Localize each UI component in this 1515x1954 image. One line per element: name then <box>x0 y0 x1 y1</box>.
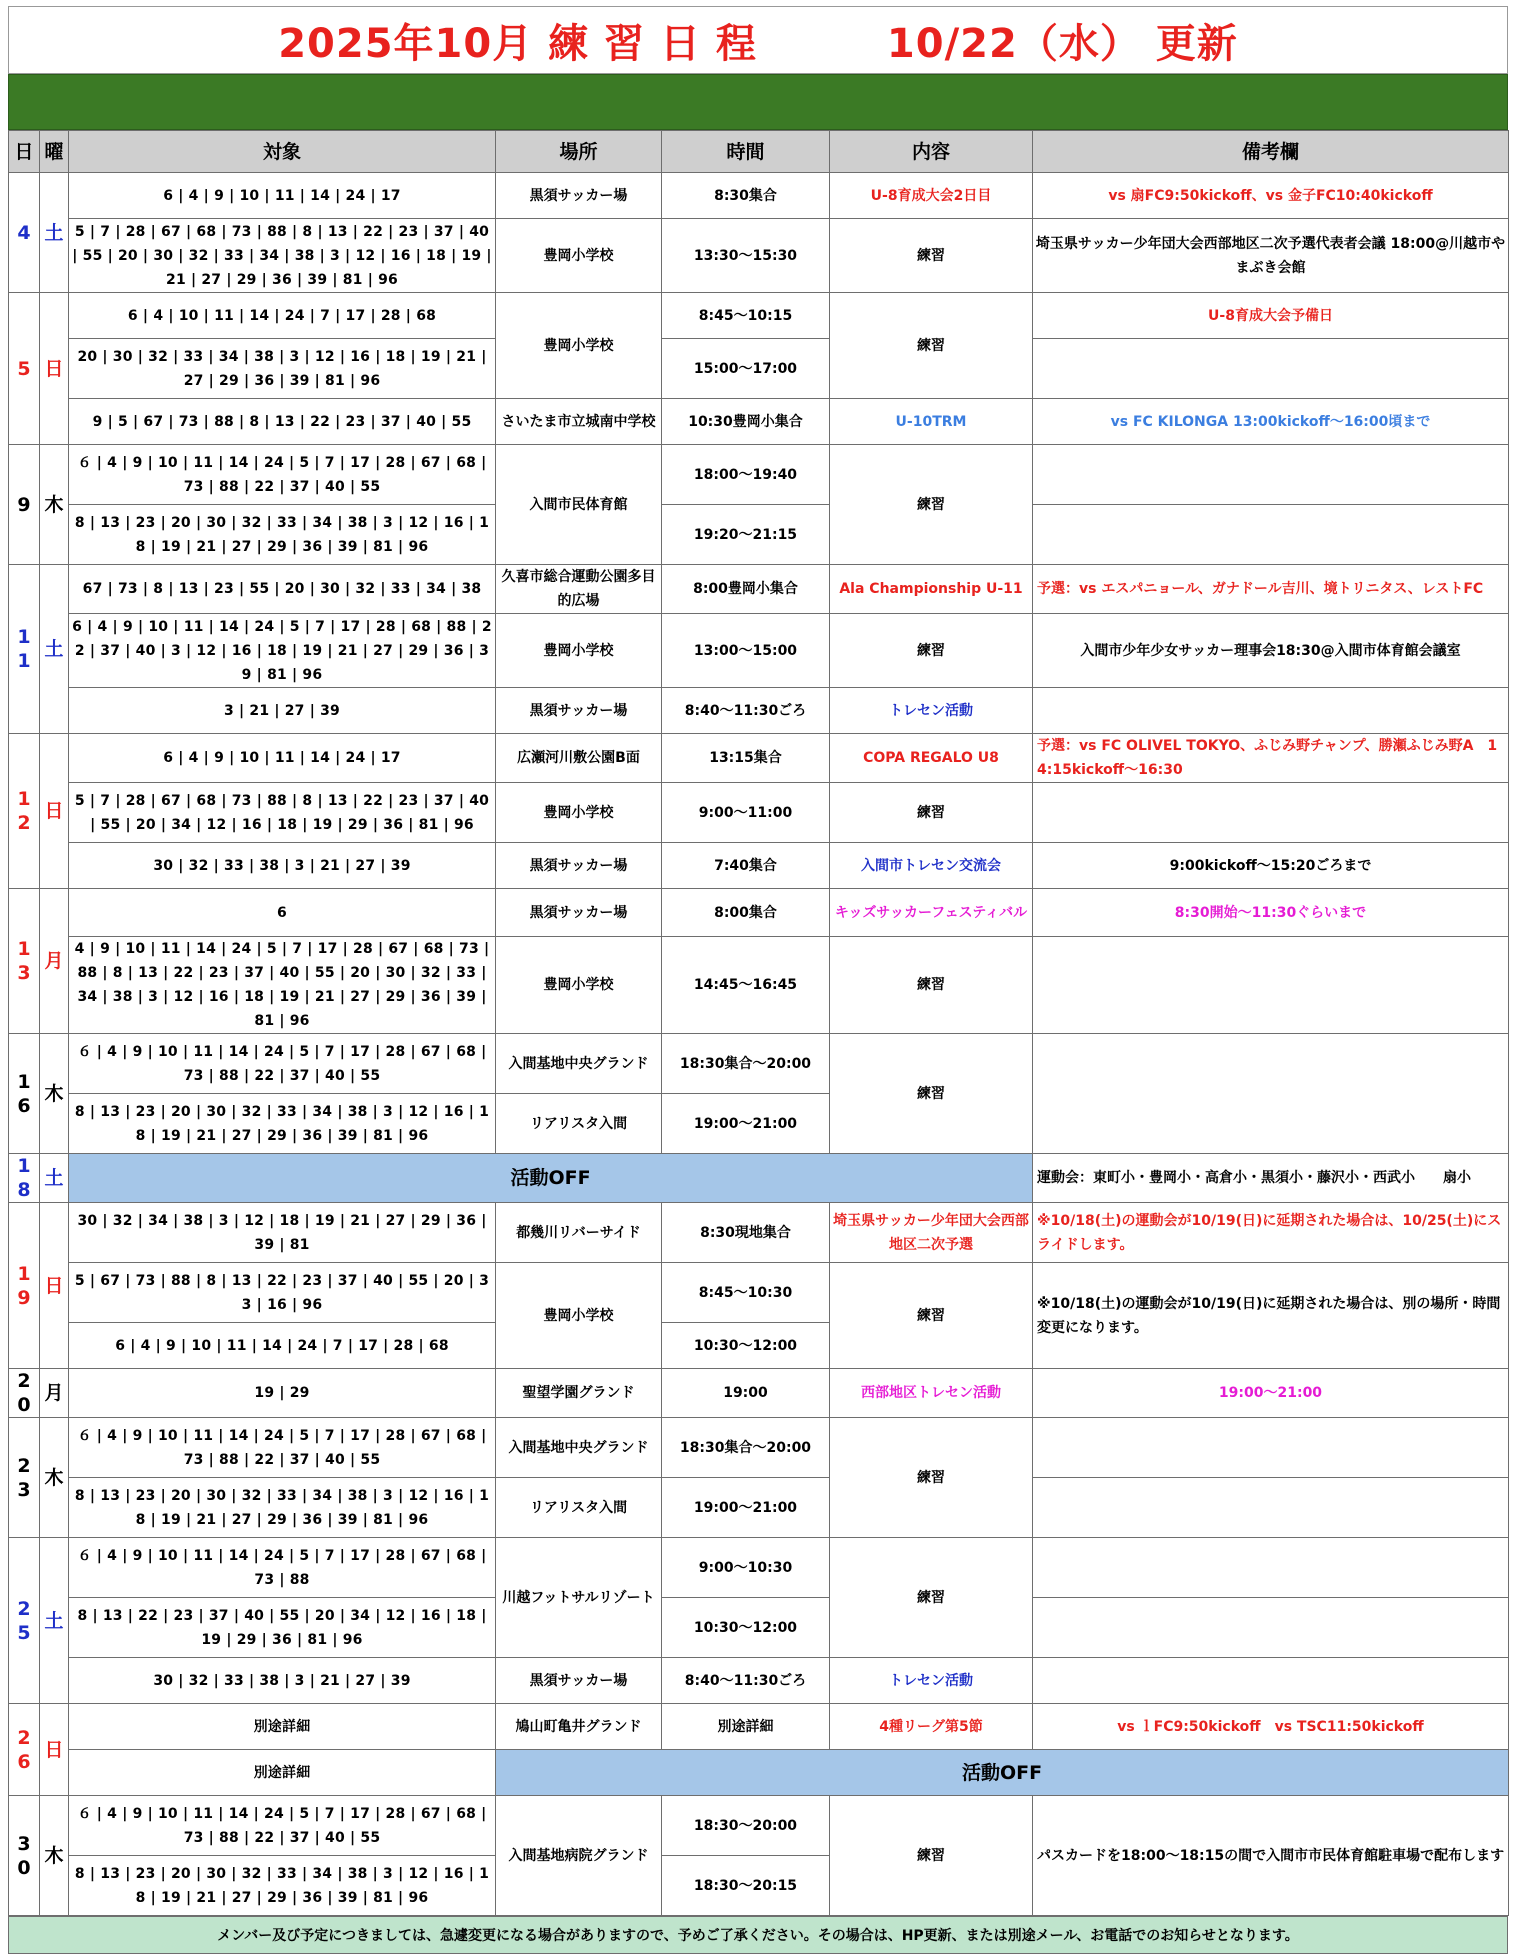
title-box <box>8 6 1508 74</box>
table-row <box>9 1796 1509 1856</box>
time-cell: 13:15集合 <box>662 734 830 783</box>
content-cell: 練習 <box>830 1796 1033 1916</box>
target-cell: 8 | 13 | 23 | 20 | 30 | 32 | 33 | 34 | 38 | 3 | 12 | 16 | 18 | 19 | 21 | 27 | 29 | 36 | 39 | 81 | 96 <box>69 1478 496 1538</box>
table-row <box>9 505 1509 565</box>
time-cell: 10:30〜12:00 <box>662 1323 830 1369</box>
day-cell: 9 <box>9 445 40 565</box>
content-cell: Ala Championship U-11 <box>830 565 1033 614</box>
dow-cell: 月 <box>40 1369 69 1418</box>
col-time: 時間 <box>662 131 830 173</box>
note-cell <box>1033 937 1509 1034</box>
col-note: 備考欄 <box>1033 131 1509 173</box>
content-cell: 練習 <box>830 937 1033 1034</box>
day-cell: 19 <box>9 1203 40 1369</box>
target-cell: 30 | 32 | 33 | 38 | 3 | 21 | 27 | 39 <box>69 1658 496 1704</box>
place-cell: 黒須サッカー場 <box>496 889 662 937</box>
place-cell: 豊岡小学校 <box>496 783 662 843</box>
target-cell: 6 | 4 | 9 | 10 | 11 | 14 | 24 | 7 | 17 | 28 | 68 <box>69 1323 496 1369</box>
target-cell: 6 | 4 | 9 | 10 | 11 | 14 | 24 | 5 | 7 | 17 | 28 | 68 | 88 | 22 | 37 | 40 | 3 | 12 | 16 | 18 | 19 | 21 | 27 | 29 | 36 | 39 | 81 | 96 <box>69 614 496 688</box>
day-cell: 23 <box>9 1418 40 1538</box>
note-cell: 予選：vs エスパニョール、ガナドール吉川、境トリニタス、レストFC <box>1033 565 1509 614</box>
day-cell: 12 <box>9 734 40 889</box>
content-cell: 練習 <box>830 293 1033 399</box>
col-place: 場所 <box>496 131 662 173</box>
table-row <box>9 783 1509 843</box>
day-cell: 4 <box>9 173 40 293</box>
place-cell: 入間基地中央グランド <box>496 1034 662 1094</box>
target-cell: ６ | 4 | 9 | 10 | 11 | 14 | 24 | 5 | 7 | 17 | 28 | 67 | 68 | 73 | 88 <box>69 1538 496 1598</box>
note-cell <box>1033 688 1509 734</box>
dow-cell: 木 <box>40 1796 69 1916</box>
table-row <box>9 1369 1509 1418</box>
content-cell: 埼玉県サッカー少年団大会西部地区二次予選 <box>830 1203 1033 1263</box>
time-cell: 19:00〜21:00 <box>662 1094 830 1154</box>
col-day: 日 <box>9 131 40 173</box>
place-cell: 都幾川リバーサイド <box>496 1203 662 1263</box>
place-cell: 豊岡小学校 <box>496 1263 662 1369</box>
note-cell <box>1033 1418 1509 1478</box>
target-cell: ６ | 4 | 9 | 10 | 11 | 14 | 24 | 5 | 7 | 17 | 28 | 67 | 68 | 73 | 88 | 22 | 37 | 40 | 55 <box>69 1796 496 1856</box>
dow-cell: 土 <box>40 1154 69 1203</box>
note-cell <box>1033 1478 1509 1538</box>
time-cell: 19:00〜21:00 <box>662 1478 830 1538</box>
content-cell: U-8育成大会2日目 <box>830 173 1033 219</box>
target-cell: 5 | 67 | 73 | 88 | 8 | 13 | 22 | 23 | 37 | 40 | 55 | 20 | 33 | 16 | 96 <box>69 1263 496 1323</box>
time-cell: 8:45〜10:15 <box>662 293 830 339</box>
table-row <box>9 1538 1509 1598</box>
note-cell: 8:30開始〜11:30ぐらいまで <box>1033 889 1509 937</box>
place-cell: 黒須サッカー場 <box>496 843 662 889</box>
day-cell: 11 <box>9 565 40 734</box>
place-cell: 川越フットサルリゾート <box>496 1538 662 1658</box>
table-row <box>9 399 1509 445</box>
note-cell: vs 扇FC9:50kickoff、vs 金子FC10:40kickoff <box>1033 173 1509 219</box>
target-cell: 4 | 9 | 10 | 11 | 14 | 24 | 5 | 7 | 17 | 28 | 67 | 68 | 73 | 88 | 8 | 13 | 22 | 23 | 37 | 40 | 55 | 20 | 30 | 32 | 33 | 34 | 38 | 3 | 12 | 16 | 18 | 19 | 21 | 27 | 29 | 36 | 39 | 81 | 96 <box>69 937 496 1034</box>
table-row <box>9 1203 1509 1263</box>
updated-date: 10/22（水） 更新 <box>886 20 1238 67</box>
table-row <box>9 734 1509 783</box>
dow-cell: 日 <box>40 293 69 445</box>
content-cell: U-10TRM <box>830 399 1033 445</box>
time-cell: 8:30集合 <box>662 173 830 219</box>
target-cell: 5 | 7 | 28 | 67 | 68 | 73 | 88 | 8 | 13 | 22 | 23 | 37 | 40 | 55 | 20 | 30 | 32 | 33 | 34 | 38 | 3 | 12 | 16 | 18 | 19 | 21 | 27 | 29 | 36 | 39 | 81 | 96 <box>69 219 496 293</box>
dow-cell: 月 <box>40 889 69 1034</box>
time-cell: 19:20〜21:15 <box>662 505 830 565</box>
col-content: 内容 <box>830 131 1033 173</box>
time-cell: 10:30〜12:00 <box>662 1598 830 1658</box>
dow-cell: 木 <box>40 445 69 565</box>
content-cell: 西部地区トレセン活動 <box>830 1369 1033 1418</box>
target-cell: 19 | 29 <box>69 1369 496 1418</box>
dow-cell: 日 <box>40 1203 69 1369</box>
time-cell: 8:00豊岡小集合 <box>662 565 830 614</box>
target-cell: ６ | 4 | 9 | 10 | 11 | 14 | 24 | 5 | 7 | 17 | 28 | 67 | 68 | 73 | 88 | 22 | 37 | 40 | 55 <box>69 1418 496 1478</box>
target-cell: 8 | 13 | 23 | 20 | 30 | 32 | 33 | 34 | 38 | 3 | 12 | 16 | 18 | 19 | 21 | 27 | 29 | 36 | 39 | 81 | 96 <box>69 1094 496 1154</box>
time-cell: 8:45〜10:30 <box>662 1263 830 1323</box>
place-cell: リアリスタ入間 <box>496 1094 662 1154</box>
place-cell: 入間基地中央グランド <box>496 1418 662 1478</box>
table-row <box>9 1263 1509 1323</box>
time-cell: 13:30〜15:30 <box>662 219 830 293</box>
place-cell: 入間基地病院グランド <box>496 1796 662 1916</box>
table-row <box>9 293 1509 339</box>
table-header <box>9 131 1509 173</box>
time-cell: 19:00 <box>662 1369 830 1418</box>
place-cell: 豊岡小学校 <box>496 937 662 1034</box>
table-row <box>9 445 1509 505</box>
note-cell: 19:00〜21:00 <box>1033 1369 1509 1418</box>
table-row <box>9 1478 1509 1538</box>
place-cell: 広瀬河川敷公園B面 <box>496 734 662 783</box>
note-cell: 埼玉県サッカー少年団大会西部地区二次予選代表者会議 18:00@川越市やまぶき会館 <box>1033 219 1509 293</box>
table-row <box>9 937 1509 1034</box>
content-cell: 練習 <box>830 1263 1033 1369</box>
time-cell: 8:00集合 <box>662 889 830 937</box>
table-row <box>9 1704 1509 1750</box>
note-cell: パスカードを18:00〜18:15の間で入間市市民体育館駐車場で配布します <box>1033 1796 1509 1916</box>
content-cell: 練習 <box>830 219 1033 293</box>
table-row <box>9 1598 1509 1658</box>
target-cell: 20 | 30 | 32 | 33 | 34 | 38 | 3 | 12 | 16 | 18 | 19 | 21 | 27 | 29 | 36 | 39 | 81 | 96 <box>69 339 496 399</box>
dow-cell: 土 <box>40 173 69 293</box>
note-cell <box>1033 1658 1509 1704</box>
table-row <box>9 688 1509 734</box>
target-cell: ６ | 4 | 9 | 10 | 11 | 14 | 24 | 5 | 7 | 17 | 28 | 67 | 68 | 73 | 88 | 22 | 37 | 40 | 55 <box>69 1034 496 1094</box>
time-cell: 8:40〜11:30ごろ <box>662 688 830 734</box>
target-cell: 6 | 4 | 10 | 11 | 14 | 24 | 7 | 17 | 28 | 68 <box>69 293 496 339</box>
content-cell: トレセン活動 <box>830 1658 1033 1704</box>
activity-off-banner: 活動OFF <box>69 1154 1033 1203</box>
table-row <box>9 339 1509 399</box>
place-cell: 豊岡小学校 <box>496 293 662 399</box>
dow-cell: 木 <box>40 1034 69 1154</box>
activity-off-banner: 活動OFF <box>496 1750 1509 1796</box>
table-row <box>9 219 1509 293</box>
dow-cell: 木 <box>40 1418 69 1538</box>
table-row <box>9 1658 1509 1704</box>
note-cell <box>1033 1034 1509 1154</box>
target-cell: 別途詳細 <box>69 1704 496 1750</box>
target-cell: 3 | 21 | 27 | 39 <box>69 688 496 734</box>
note-cell: vs FC KILONGA 13:00kickoff〜16:00頃まで <box>1033 399 1509 445</box>
table-row <box>9 843 1509 889</box>
note-cell: U-8育成大会予備日 <box>1033 293 1509 339</box>
place-cell: さいたま市立城南中学校 <box>496 399 662 445</box>
dow-cell: 土 <box>40 1538 69 1704</box>
day-cell: 26 <box>9 1704 40 1796</box>
time-cell: 13:00〜15:00 <box>662 614 830 688</box>
note-cell <box>1033 783 1509 843</box>
note-cell: 予選：vs FC OLIVEL TOKYO、ふじみ野チャンプ、勝瀬ふじみ野A 14:15kickoff〜16:30 <box>1033 734 1509 783</box>
day-cell: 13 <box>9 889 40 1034</box>
target-cell: 8 | 13 | 23 | 20 | 30 | 32 | 33 | 34 | 38 | 3 | 12 | 16 | 18 | 19 | 21 | 27 | 29 | 36 | 39 | 81 | 96 <box>69 1856 496 1916</box>
dow-cell: 日 <box>40 1704 69 1796</box>
content-cell: 練習 <box>830 445 1033 565</box>
target-cell: 別途詳細 <box>69 1750 496 1796</box>
note-cell <box>1033 505 1509 565</box>
dow-cell: 日 <box>40 734 69 889</box>
content-cell: トレセン活動 <box>830 688 1033 734</box>
time-cell: 別途詳細 <box>662 1704 830 1750</box>
schedule-table <box>8 130 1509 1916</box>
note-cell: ※10/18(土)の運動会が10/19(日)に延期された場合は、別の場所・時間変更になります。 <box>1033 1263 1509 1369</box>
content-cell: 練習 <box>830 1538 1033 1658</box>
time-cell: 18:30集合〜20:00 <box>662 1034 830 1094</box>
place-cell: 黒須サッカー場 <box>496 1658 662 1704</box>
day-cell: 18 <box>9 1154 40 1203</box>
place-cell: 鳩山町亀井グランド <box>496 1704 662 1750</box>
target-cell: 8 | 13 | 23 | 20 | 30 | 32 | 33 | 34 | 38 | 3 | 12 | 16 | 18 | 19 | 21 | 27 | 29 | 36 | 39 | 81 | 96 <box>69 505 496 565</box>
target-cell: 6 | 4 | 9 | 10 | 11 | 14 | 24 | 17 <box>69 734 496 783</box>
table-row <box>9 1034 1509 1094</box>
target-cell: 67 | 73 | 8 | 13 | 23 | 55 | 20 | 30 | 32 | 33 | 34 | 38 <box>69 565 496 614</box>
note-cell: 運動会：東町小・豊岡小・高倉小・黒須小・藤沢小・西武小 扇小 <box>1033 1154 1509 1203</box>
dow-cell: 土 <box>40 565 69 734</box>
note-cell: 入間市少年少女サッカー理事会18:30@入間市体育館会議室 <box>1033 614 1509 688</box>
day-cell: 25 <box>9 1538 40 1704</box>
table-row <box>9 889 1509 937</box>
footer-notice: メンバー及び予定につきましては、急遽変更になる場合がありますので、予めご了承ください。その場合は、HP更新、または別途メール、お電話でのお知らせとなります。 <box>8 1916 1508 1954</box>
day-cell: 20 <box>9 1369 40 1418</box>
schedule-sheet <box>8 6 1508 1954</box>
target-cell: 8 | 13 | 22 | 23 | 37 | 40 | 55 | 20 | 34 | 12 | 16 | 18 | 19 | 29 | 36 | 81 | 96 <box>69 1598 496 1658</box>
table-row <box>9 565 1509 614</box>
time-cell: 15:00〜17:00 <box>662 339 830 399</box>
target-cell: 9 | 5 | 67 | 73 | 88 | 8 | 13 | 22 | 23 | 37 | 40 | 55 <box>69 399 496 445</box>
content-cell: 練習 <box>830 614 1033 688</box>
place-cell: 豊岡小学校 <box>496 614 662 688</box>
note-cell <box>1033 1538 1509 1598</box>
time-cell: 9:00〜11:00 <box>662 783 830 843</box>
table-row <box>9 1154 1509 1203</box>
time-cell: 14:45〜16:45 <box>662 937 830 1034</box>
content-cell: 4種リーグ第5節 <box>830 1704 1033 1750</box>
time-cell: 18:30〜20:00 <box>662 1796 830 1856</box>
table-row <box>9 1750 1509 1796</box>
time-cell: 8:40〜11:30ごろ <box>662 1658 830 1704</box>
table-row <box>9 173 1509 219</box>
day-cell: 16 <box>9 1034 40 1154</box>
content-cell: 練習 <box>830 1034 1033 1154</box>
note-cell: vs ｌFC9:50kickoff vs TSC11:50kickoff <box>1033 1704 1509 1750</box>
time-cell: 18:00〜19:40 <box>662 445 830 505</box>
place-cell: 聖望学園グランド <box>496 1369 662 1418</box>
target-cell: 6 | 4 | 9 | 10 | 11 | 14 | 24 | 17 <box>69 173 496 219</box>
note-cell: ※10/18(土)の運動会が10/19(日)に延期された場合は、10/25(土)にスライドします。 <box>1033 1203 1509 1263</box>
place-cell: 久喜市総合運動公園多目的広場 <box>496 565 662 614</box>
note-cell <box>1033 1598 1509 1658</box>
target-cell: ６ | 4 | 9 | 10 | 11 | 14 | 24 | 5 | 7 | 17 | 28 | 67 | 68 | 73 | 88 | 22 | 37 | 40 | 55 <box>69 445 496 505</box>
time-cell: 8:30現地集合 <box>662 1203 830 1263</box>
day-cell: 30 <box>9 1796 40 1916</box>
table-row <box>9 614 1509 688</box>
time-cell: 10:30豊岡小集合 <box>662 399 830 445</box>
place-cell: 入間市民体育館 <box>496 445 662 565</box>
note-cell <box>1033 339 1509 399</box>
col-target: 対象 <box>69 131 496 173</box>
time-cell: 18:30集合〜20:00 <box>662 1418 830 1478</box>
content-cell: COPA REGALO U8 <box>830 734 1033 783</box>
content-cell: キッズサッカーフェスティバル <box>830 889 1033 937</box>
place-cell: 黒須サッカー場 <box>496 688 662 734</box>
page-title: 2025年10月 練 習 日 程 10/22（水） 更新 <box>278 20 1238 67</box>
content-cell: 練習 <box>830 783 1033 843</box>
time-cell: 18:30〜20:15 <box>662 1856 830 1916</box>
place-cell: リアリスタ入間 <box>496 1478 662 1538</box>
note-cell: 9:00kickoff〜15:20ごろまで <box>1033 843 1509 889</box>
col-dow: 曜 <box>40 131 69 173</box>
place-cell: 豊岡小学校 <box>496 219 662 293</box>
target-cell: 6 <box>69 889 496 937</box>
time-cell: 9:00〜10:30 <box>662 1538 830 1598</box>
time-cell: 7:40集合 <box>662 843 830 889</box>
content-cell: 入間市トレセン交流会 <box>830 843 1033 889</box>
table-row <box>9 1418 1509 1478</box>
target-cell: 5 | 7 | 28 | 67 | 68 | 73 | 88 | 8 | 13 | 22 | 23 | 37 | 40 | 55 | 20 | 34 | 12 | 16 | 18 | 19 | 29 | 36 | 81 | 96 <box>69 783 496 843</box>
content-cell: 練習 <box>830 1418 1033 1538</box>
day-cell: 5 <box>9 293 40 445</box>
target-cell: 30 | 32 | 33 | 38 | 3 | 21 | 27 | 39 <box>69 843 496 889</box>
green-banner <box>8 74 1508 130</box>
target-cell: 30 | 32 | 34 | 38 | 3 | 12 | 18 | 19 | 21 | 27 | 29 | 36 | 39 | 81 <box>69 1203 496 1263</box>
note-cell <box>1033 445 1509 505</box>
place-cell: 黒須サッカー場 <box>496 173 662 219</box>
